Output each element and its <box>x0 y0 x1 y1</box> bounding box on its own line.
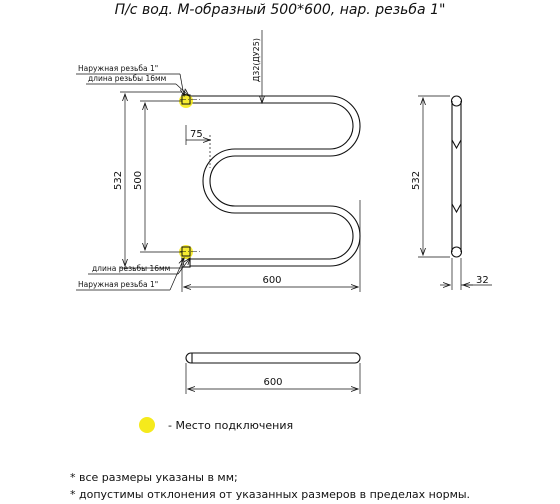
dim-width-top: 600 <box>263 377 283 388</box>
pipe-side-view <box>452 96 462 257</box>
dim-height-inner: 500 <box>133 170 144 190</box>
callout-bottom-thread: Наружная резьба 1" <box>78 280 159 289</box>
drawing-title: П/с вод. М-образный 500*600, нар. резьба 1" <box>114 2 446 18</box>
m-shaped-pipe-front <box>182 95 360 267</box>
legend-text: - Место подключения <box>168 419 294 432</box>
callout-top-thread: Наружная резьба 1" <box>78 64 159 73</box>
dim-side-depth: 32 <box>476 275 489 286</box>
dim-width-front: 600 <box>262 275 282 286</box>
callout-bottom-length: длина резьбы 16мм <box>92 264 171 273</box>
dim-side-height: 532 <box>411 170 422 190</box>
pipe-outline-outer <box>190 96 360 266</box>
callout-top-length: длина резьбы 16мм <box>88 74 167 83</box>
dim-height-outer: 532 <box>113 170 124 190</box>
note-1: * все размеры указаны в мм; <box>70 471 238 484</box>
dim-offset: 75 <box>190 129 203 140</box>
dim-pipe-diameter: Д32(ДУ25) <box>252 38 261 82</box>
note-2: * допустимы отклонения от указанных размеров в пределах нормы. <box>70 488 471 501</box>
pipe-outline-inner <box>190 103 353 259</box>
pipe-top-view <box>186 353 360 363</box>
legend-marker <box>139 417 155 433</box>
